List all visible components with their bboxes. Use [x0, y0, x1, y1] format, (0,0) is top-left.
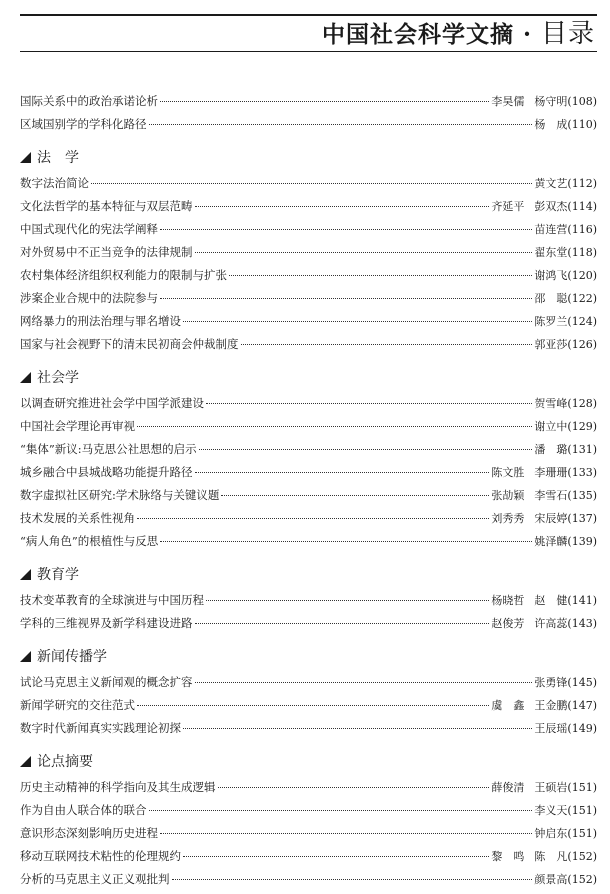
- dot-leader: [195, 472, 490, 473]
- article-title: 移动互联网技术粘性的伦理规约: [20, 849, 181, 863]
- dot-leader: [183, 728, 532, 729]
- author-name: 杨 成: [534, 118, 568, 131]
- author-name: 潘 璐: [534, 443, 568, 456]
- page-number: (110): [567, 118, 597, 131]
- toc-entry[interactable]: [20, 776, 597, 799]
- dot-leader: [195, 252, 533, 253]
- author-name: 陈文胜: [491, 466, 525, 479]
- author-name: 齐延平: [491, 200, 525, 213]
- article-title: 分析的马克思主义正义观批判: [20, 872, 170, 886]
- article-title: 历史主动精神的科学指向及其生成逻辑: [20, 780, 216, 794]
- dot-leader: [221, 495, 489, 496]
- dot-leader: [149, 124, 533, 125]
- article-title: 意识形态深刻影响历史进程: [20, 826, 158, 840]
- author-name: 黄文艺: [534, 177, 568, 190]
- toc-entry[interactable]: [20, 507, 597, 530]
- author-name: 黎 鸣: [491, 850, 525, 863]
- page-number: (135): [567, 489, 597, 502]
- dot-leader: [199, 449, 533, 450]
- author-name: 虞 鑫: [491, 699, 525, 712]
- dot-leader: [91, 183, 532, 184]
- page-number: (133): [567, 466, 597, 479]
- toc-entry[interactable]: [20, 484, 597, 507]
- triangle-marker-icon: [20, 569, 31, 580]
- page-number: (116): [567, 223, 597, 236]
- page-number: (139): [567, 535, 597, 548]
- toc-entry[interactable]: [20, 218, 597, 241]
- header-bottom-rule: [20, 51, 597, 52]
- author-name: 宋辰婷: [534, 512, 568, 525]
- dot-leader: [160, 101, 489, 102]
- toc-entry[interactable]: [20, 90, 597, 113]
- triangle-marker-icon: [20, 372, 31, 383]
- dot-leader: [160, 541, 532, 542]
- page-number: (151): [567, 781, 597, 794]
- page-number: (137): [567, 512, 597, 525]
- author-name: 许高蕊: [534, 617, 568, 630]
- toc-label: 目录: [540, 19, 595, 49]
- triangle-marker-icon: [20, 756, 31, 767]
- triangle-marker-icon: [20, 651, 31, 662]
- page-number: (118): [567, 246, 597, 259]
- page-number: (122): [567, 292, 597, 305]
- toc-entry[interactable]: [20, 461, 597, 484]
- page-number: (152): [567, 873, 597, 886]
- toc-entry[interactable]: [20, 694, 597, 717]
- author-name: 贺雪峰: [534, 397, 568, 410]
- dot-leader: [160, 229, 532, 230]
- toc-entry[interactable]: [20, 589, 597, 612]
- page-number: (124): [567, 315, 597, 328]
- section-heading-label: 社会学: [37, 370, 79, 386]
- toc-entry[interactable]: [20, 717, 597, 740]
- dot-leader: [206, 600, 489, 601]
- article-title: 学科的三维视界及新学科建设进路: [20, 616, 193, 630]
- toc-entry[interactable]: [20, 868, 597, 891]
- page-header: [20, 14, 597, 50]
- toc-entry[interactable]: [20, 264, 597, 287]
- dot-leader: [241, 344, 533, 345]
- article-title: 国家与社会视野下的清末民初商会仲裁制度: [20, 337, 239, 351]
- dot-leader: [160, 298, 532, 299]
- author-name: 谢立中: [534, 420, 568, 433]
- section-heading: [20, 146, 597, 170]
- author-name: 李昊儒: [491, 95, 525, 108]
- author-name: 苗连营: [534, 223, 568, 236]
- page-number: (112): [567, 177, 597, 190]
- page-number: (128): [567, 397, 597, 410]
- section-heading: [20, 366, 597, 390]
- page-number: (147): [567, 699, 597, 712]
- article-title: 中国社会学理论再审视: [20, 419, 135, 433]
- article-title: 作为自由人联合体的联合: [20, 803, 147, 817]
- article-title: 技术变革教育的全球演进与中国历程: [20, 593, 204, 607]
- article-title: 国际关系中的政治承诺论析: [20, 94, 158, 108]
- article-title: 数字虚拟社区研究:学术脉络与关键议题: [20, 488, 220, 502]
- page-number: (126): [567, 338, 597, 351]
- author-name: 李义天: [534, 804, 568, 817]
- section-heading-label: 论点摘要: [37, 754, 93, 770]
- page-number: (120): [567, 269, 597, 282]
- article-title: 区域国别学的学科化路径: [20, 117, 147, 131]
- page-number: (151): [567, 827, 597, 840]
- triangle-marker-icon: [20, 152, 31, 163]
- dot-leader: [218, 787, 490, 788]
- page-number: (141): [567, 594, 597, 607]
- author-name: 张劼颖: [491, 489, 525, 502]
- toc-entry[interactable]: [20, 845, 597, 868]
- dot-leader: [195, 206, 490, 207]
- toc-entry[interactable]: [20, 671, 597, 694]
- section-heading-label: 教育学: [37, 567, 79, 583]
- dot-leader: [195, 682, 533, 683]
- author-name: 杨守明: [534, 95, 568, 108]
- dot-leader: [160, 833, 532, 834]
- toc-entry[interactable]: [20, 310, 597, 333]
- toc-entry[interactable]: [20, 287, 597, 310]
- author-name: 张勇锋: [534, 676, 568, 689]
- dot-leader: [137, 518, 489, 519]
- author-name: 陈罗兰: [534, 315, 568, 328]
- section-heading: [20, 750, 597, 774]
- article-title: “病人角色”的根植性与反思: [20, 534, 159, 548]
- article-title: 涉案企业合规中的法院参与: [20, 291, 158, 305]
- article-title: 文化法哲学的基本特征与双层范畴: [20, 199, 193, 213]
- author-name: 邵 聪: [534, 292, 568, 305]
- article-title: 农村集体经济组织权利能力的限制与扩张: [20, 268, 227, 282]
- author-name: 刘秀秀: [491, 512, 525, 525]
- page-number: (149): [567, 722, 597, 735]
- dot-leader: [149, 810, 533, 811]
- author-name: 李珊珊: [534, 466, 568, 479]
- toc-entry[interactable]: [20, 415, 597, 438]
- toc-entry[interactable]: [20, 392, 597, 415]
- article-title: 对外贸易中不正当竞争的法律规制: [20, 245, 193, 259]
- toc-entry[interactable]: [20, 241, 597, 264]
- page-number: (114): [567, 200, 597, 213]
- author-name: 赵俊芳: [491, 617, 525, 630]
- section-heading: [20, 645, 597, 669]
- author-name: 王金鹏: [534, 699, 568, 712]
- toc-entry[interactable]: [20, 195, 597, 218]
- toc-entry[interactable]: [20, 172, 597, 195]
- title-separator: ·: [522, 21, 532, 48]
- article-title: 中国式现代化的宪法学阐释: [20, 222, 158, 236]
- author-name: 李雪石: [534, 489, 568, 502]
- toc-entry[interactable]: [20, 113, 597, 136]
- dot-leader: [206, 403, 532, 404]
- article-title: “集体”新议:马克思公社思想的启示: [20, 442, 197, 456]
- article-title: 城乡融合中县城战略功能提升路径: [20, 465, 193, 479]
- author-name: 谢鸿飞: [534, 269, 568, 282]
- toc-entry[interactable]: [20, 799, 597, 822]
- dot-leader: [137, 426, 532, 427]
- article-title: 数字时代新闻真实实践理论初探: [20, 721, 181, 735]
- toc-entry[interactable]: [20, 438, 597, 461]
- dot-leader: [183, 856, 489, 857]
- dot-leader: [172, 879, 533, 880]
- toc-entry[interactable]: [20, 530, 597, 553]
- toc-entry[interactable]: [20, 612, 597, 635]
- dot-leader: [137, 705, 489, 706]
- toc-entry[interactable]: [20, 333, 597, 356]
- table-of-contents: [20, 90, 597, 891]
- header-top-rule: [20, 14, 597, 16]
- author-name: 赵 健: [534, 594, 568, 607]
- author-name: 王辰瑶: [534, 722, 568, 735]
- page-number: (152): [567, 850, 597, 863]
- toc-entry[interactable]: [20, 822, 597, 845]
- article-title: 以调查研究推进社会学中国学派建设: [20, 396, 204, 410]
- article-title: 试论马克思主义新闻观的概念扩容: [20, 675, 193, 689]
- page-number: (131): [567, 443, 597, 456]
- page-number: (129): [567, 420, 597, 433]
- section-heading-label: 新闻传播学: [37, 649, 107, 665]
- dot-leader: [183, 321, 532, 322]
- author-name: 郭亚莎: [534, 338, 568, 351]
- author-name: 杨晓哲: [491, 594, 525, 607]
- page-number: (145): [567, 676, 597, 689]
- article-title: 新闻学研究的交往范式: [20, 698, 135, 712]
- author-name: 薛俊清: [491, 781, 525, 794]
- author-name: 钟启东: [534, 827, 568, 840]
- section-heading-label: 法 学: [37, 150, 79, 166]
- section-heading: [20, 563, 597, 587]
- author-name: 翟东堂: [534, 246, 568, 259]
- article-title: 技术发展的关系性视角: [20, 511, 135, 525]
- page-number: (143): [567, 617, 597, 630]
- page-number: (108): [567, 95, 597, 108]
- journal-title: [322, 19, 595, 50]
- author-name: 姚泽麟: [534, 535, 568, 548]
- article-title: 网络暴力的刑法治理与罪名增设: [20, 314, 181, 328]
- article-title: 数字法治简论: [20, 176, 89, 190]
- journal-name: 中国社会科学文摘: [321, 21, 514, 48]
- author-name: 彭双杰: [534, 200, 568, 213]
- author-name: 王硕岩: [534, 781, 568, 794]
- author-name: 陈 凡: [534, 850, 568, 863]
- author-name: 颜景高: [534, 873, 568, 886]
- dot-leader: [229, 275, 532, 276]
- dot-leader: [195, 623, 490, 624]
- page-number: (151): [567, 804, 597, 817]
